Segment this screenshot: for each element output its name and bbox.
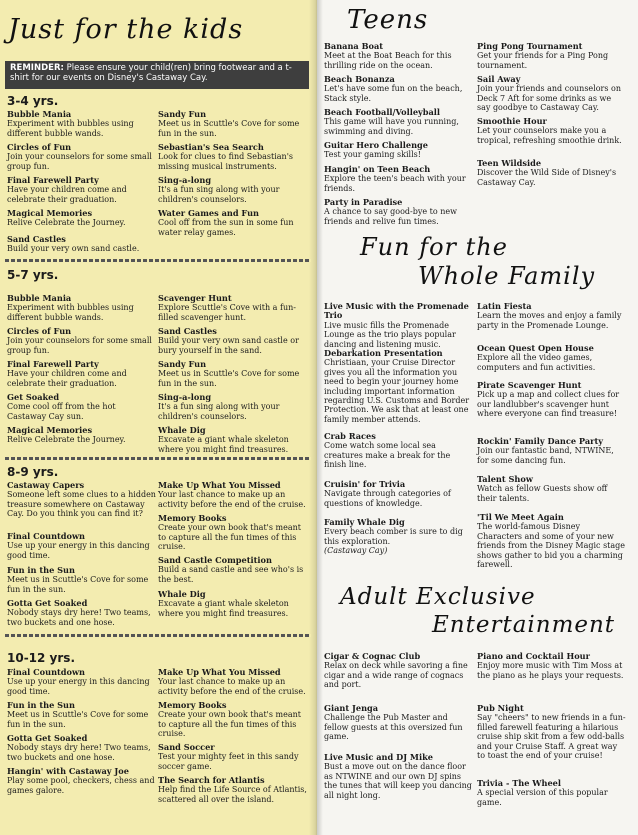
activity xyxy=(477,42,627,70)
activity-title: Gotta Get Soaked xyxy=(7,598,88,608)
activity-title: Scavenger Hunt xyxy=(158,293,232,303)
activity xyxy=(7,532,157,560)
activity-desc: Nobody stays dry here! Two teams, two buckets and one hose. xyxy=(7,608,151,627)
activity xyxy=(158,327,308,355)
activity xyxy=(477,652,627,680)
activity-desc: Relive Celebrate the Journey. xyxy=(7,218,126,228)
activity-title: Circles of Fun xyxy=(7,142,72,152)
activity xyxy=(477,75,627,113)
activity-desc: Experiment with bubbles using different bubble wands. xyxy=(7,303,134,322)
activity-desc: Meet us in Scuttle's Cove for some fun in the sun. xyxy=(158,119,300,138)
kids-heading: Just for the kids xyxy=(8,14,244,45)
age-heading-3-4: 3-4 yrs. xyxy=(7,94,59,108)
activity xyxy=(324,518,474,556)
age-heading-8-9: 8-9 yrs. xyxy=(7,465,59,479)
activity-title: Pub Night xyxy=(477,703,524,713)
activity-title: Piano and Cocktail Hour xyxy=(477,651,590,661)
activity xyxy=(7,734,157,762)
activity-title: Final Countdown xyxy=(7,667,85,677)
activity xyxy=(158,776,308,804)
activity-title: Teen Wildside xyxy=(477,158,542,168)
activity-desc: Enjoy more music with Tim Moss at the piano as he plays your requests. xyxy=(477,661,624,680)
activity-title: Smoothie Hour xyxy=(477,116,547,126)
activity xyxy=(324,753,474,800)
activity xyxy=(7,327,157,355)
activity-desc: Use up your energy in this dancing good time. xyxy=(7,677,150,696)
activity xyxy=(477,381,627,419)
activity-title: Live Music with the Promenade Trio xyxy=(324,301,469,321)
activity xyxy=(324,108,474,136)
activity-desc: Excavate a giant whale skeleton where you might find treasures. xyxy=(158,599,289,618)
age-heading-10-12: 10-12 yrs. xyxy=(7,651,75,665)
activity xyxy=(158,668,308,696)
activity xyxy=(7,599,157,627)
activity-desc: Let's have some fun on the beach, Stack style. xyxy=(324,84,463,103)
activity-title: Live Music and DJ Mike xyxy=(324,752,433,762)
activity-title: Sebastian's Sea Search xyxy=(158,142,264,152)
activity-desc: Watch as fellow Guests show off their talents. xyxy=(477,484,608,503)
adult-heading-line1: Adult Exclusive xyxy=(340,584,536,610)
activity xyxy=(7,393,157,421)
activity xyxy=(158,426,308,454)
activity-title: Banana Boat xyxy=(324,41,384,51)
activity-title: Sand Castles xyxy=(7,234,66,244)
activity xyxy=(7,209,157,228)
activity-title: Trivia - The Wheel xyxy=(477,778,561,788)
activity-desc: Have your children come and celebrate their graduation. xyxy=(7,369,127,388)
activity-title: Cigar & Cognac Club xyxy=(324,651,421,661)
activity-title: Ping Pong Tournament xyxy=(477,41,583,51)
activity-desc: Let your counselors make you a tropical, refreshing smoothie drink. xyxy=(477,126,622,145)
activity-title: Sand Castle Competition xyxy=(158,555,272,565)
reminder-label: REMINDER: xyxy=(10,63,64,73)
activity-desc: Live music fills the Promenade Lounge as the trio plays popular dancing and listening music. xyxy=(324,320,456,349)
activity-desc: Join your counselors for some small group fun. xyxy=(7,152,152,171)
activity-desc: Play some pool, checkers, chess and games galore. xyxy=(7,776,155,795)
activity-desc: Meet at the Boat Beach for this thrilling ride on the ocean. xyxy=(324,51,452,70)
activity-title: Whale Dig xyxy=(158,425,206,435)
activity xyxy=(477,159,627,187)
activity xyxy=(324,141,474,160)
activity-desc: Navigate through categories of questions of knowledge. xyxy=(324,489,451,508)
activity-desc: Every beach comber is sure to dig this exploration. xyxy=(324,527,463,546)
family-heading-line2: Whole Family xyxy=(418,262,596,290)
activity-title: Rockin' Family Dance Party xyxy=(477,436,604,446)
activity-desc: Your last chance to make up an activity before the end of the cruise. xyxy=(158,677,306,696)
activity-title: Gotta Get Soaked xyxy=(7,733,88,743)
activity-title: Sand Soccer xyxy=(158,742,215,752)
activity-title: Final Countdown xyxy=(7,531,85,541)
activity xyxy=(7,701,157,729)
activity-title: Sand Castles xyxy=(158,326,217,336)
activity xyxy=(324,432,474,470)
activity xyxy=(7,110,157,138)
activity-desc: Experiment with bubbles using different bubble wands. xyxy=(7,119,134,138)
activity-desc: Build your very own sand castle or bury yourself in the sand. xyxy=(158,336,299,355)
activity-desc: Get your friends for a Ping Pong tournament. xyxy=(477,51,609,70)
activity-title: Final Farewell Party xyxy=(7,359,99,369)
activity xyxy=(158,556,308,584)
activity-desc: Relax on deck while savoring a fine cigar and a wide range of cognacs and port. xyxy=(324,661,468,690)
activity xyxy=(477,475,627,503)
activity-title: Fun in the Sun xyxy=(7,700,75,710)
activity-title: Talent Show xyxy=(477,474,533,484)
activity-desc: Meet us in Scuttle's Cove for some fun in the sun. xyxy=(7,575,149,594)
activity-desc: Explore the teen's beach with your friends. xyxy=(324,174,466,193)
activity-desc: This game will have you running, swimming and diving. xyxy=(324,117,459,136)
activity-title: Magical Memories xyxy=(7,208,93,218)
activity-desc: Cool off from the sun in some fun water relay games. xyxy=(158,218,294,237)
activity xyxy=(158,514,308,552)
activity-desc: Build your very own sand castle. xyxy=(7,244,140,254)
activity xyxy=(158,209,308,237)
activity xyxy=(7,767,157,795)
activity-desc: Nobody stays dry here! Two teams, two buckets and one hose. xyxy=(7,743,151,762)
activity xyxy=(7,294,157,322)
activity-title: Castaway Capers xyxy=(7,480,85,490)
activity-desc: A chance to say good-bye to new friends and relive fun times. xyxy=(324,207,457,226)
activity xyxy=(7,481,157,519)
activity xyxy=(324,42,474,70)
activity xyxy=(158,743,308,771)
activity-title: Water Games and Fun xyxy=(158,208,259,218)
activity-title: Ocean Quest Open House xyxy=(477,343,594,353)
section-divider xyxy=(5,259,311,262)
activity-desc: Come cool off from the hot Castaway Cay sun. xyxy=(7,402,116,421)
activity xyxy=(158,143,308,171)
activity xyxy=(324,75,474,103)
activity-desc: Help find the Life Source of Atlantis, scattered all over the island. xyxy=(158,785,307,804)
activity xyxy=(7,176,157,204)
activity-desc: Challenge the Pub Master and fellow guests at this oversized fun game. xyxy=(324,713,463,742)
activity xyxy=(477,437,627,465)
activity-desc: Discover the Wild Side of Disney's Castaway Cay. xyxy=(477,168,617,187)
activity xyxy=(324,165,474,193)
age-heading-5-7: 5-7 yrs. xyxy=(7,268,59,282)
activity-title: Debarkation Presentation xyxy=(324,348,443,358)
activity-title: Fun in the Sun xyxy=(7,565,75,575)
activity xyxy=(477,704,627,760)
activity-desc: Explore all the video games, computers and fun activities. xyxy=(477,353,596,372)
activity-title: Beach Football/Volleyball xyxy=(324,107,441,117)
section-divider xyxy=(5,457,311,460)
family-heading-line1: Fun for the xyxy=(360,233,508,261)
activity xyxy=(324,349,474,424)
activity-desc: Test your gaming skills! xyxy=(324,150,421,160)
activity-title: Memory Books xyxy=(158,700,227,710)
activity xyxy=(477,779,627,807)
activity-title: Latin Fiesta xyxy=(477,301,532,311)
activity-title: 'Til We Meet Again xyxy=(477,512,564,522)
activity-desc: Meet us in Scuttle's Cove for some fun in the sun. xyxy=(158,369,300,388)
location-note: (Castaway Cay) xyxy=(324,546,388,556)
activity-title: Sing-a-long xyxy=(158,392,212,402)
activity-desc: Your last chance to make up an activity before the end of the cruise. xyxy=(158,490,306,509)
activity-title: Cruisin' for Trivia xyxy=(324,479,406,489)
activity xyxy=(158,360,308,388)
activity xyxy=(324,704,474,742)
activity-title: Whale Dig xyxy=(158,589,206,599)
activity xyxy=(7,360,157,388)
activity-title: Make Up What You Missed xyxy=(158,480,281,490)
activity xyxy=(324,652,474,690)
activity-title: Hangin' on Teen Beach xyxy=(324,164,431,174)
activity-desc: A special version of this popular game. xyxy=(477,788,608,807)
activity xyxy=(7,235,157,254)
activity xyxy=(158,393,308,421)
activity-title: Circles of Fun xyxy=(7,326,72,336)
activity xyxy=(158,294,308,322)
activity-title: Bubble Mania xyxy=(7,109,72,119)
activity-title: Giant Jenga xyxy=(324,703,379,713)
adult-heading-line2: Entertainment xyxy=(432,612,616,638)
activity-title: Sandy Fun xyxy=(158,359,207,369)
activity xyxy=(7,668,157,696)
activity xyxy=(7,143,157,171)
activity-title: Party in Paradise xyxy=(324,197,403,207)
activity-desc: Use up your energy in this dancing good time. xyxy=(7,541,150,560)
activity xyxy=(158,176,308,204)
activity-desc: Explore Scuttle's Cove with a fun-filled scavenger hunt. xyxy=(158,303,296,322)
activity-desc: Join our fantastic band, NTWINE, for some dancing fun. xyxy=(477,446,614,465)
activity-title: The Search for Atlantis xyxy=(158,775,265,785)
activity-desc: The world-famous Disney Characters and some of your new friends from the Disney Magic stage shows gather to bid you a charming farewell. xyxy=(477,522,626,570)
reminder-banner xyxy=(5,61,309,89)
activity-title: Get Soaked xyxy=(7,392,60,402)
activity-title: Final Farewell Party xyxy=(7,175,99,185)
activity-title: Magical Memories xyxy=(7,425,93,435)
activity xyxy=(477,117,627,145)
activity-desc: Say "cheers" to new friends in a fun-filled farewell featuring a hilarious cruise ship skit from a few odd-balls and your Cruise Staff. A great way to toast the end of your cruise! xyxy=(477,713,626,761)
section-divider xyxy=(5,634,311,637)
activity-title: Family Whale Dig xyxy=(324,517,405,527)
activity-title: Make Up What You Missed xyxy=(158,667,281,677)
activity-desc: It's a fun sing along with your children's counselors. xyxy=(158,185,280,204)
activity-desc: Relive Celebrate the Journey. xyxy=(7,435,126,445)
activity xyxy=(158,701,308,739)
activity xyxy=(158,481,308,509)
activity-desc: Someone left some clues to a hidden treasure somewhere on Castaway Cay. Do you think you can find it? xyxy=(7,490,156,519)
activity-title: Pirate Scavenger Hunt xyxy=(477,380,582,390)
activity-desc: Have your children come and celebrate their graduation. xyxy=(7,185,127,204)
activity-desc: Build a sand castle and see who's is the best. xyxy=(158,565,304,584)
activity-title: Beach Bonanza xyxy=(324,74,395,84)
activity-title: Memory Books xyxy=(158,513,227,523)
page-fold xyxy=(309,0,323,835)
activity xyxy=(158,590,308,618)
activity xyxy=(7,426,157,445)
activity xyxy=(7,566,157,594)
activity-title: Sing-a-long xyxy=(158,175,212,185)
activity-desc: Join your counselors for some small group fun. xyxy=(7,336,152,355)
activity-desc: Meet us in Scuttle's Cove for some fun in the sun. xyxy=(7,710,149,729)
activity-desc: Test your mighty feet in this sandy soccer game. xyxy=(158,752,299,771)
activity xyxy=(477,302,627,330)
activity-desc: Christiaan, your Cruise Director gives you all the information you need to begin your journey home including important information regarding U.S. Customs and Border Protection. We ask that at least one family member attends. xyxy=(324,358,470,424)
activity-desc: Create your own book that's meant to capture all the fun times of this cruise. xyxy=(158,523,301,552)
activity-title: Sandy Fun xyxy=(158,109,207,119)
activity xyxy=(324,302,474,349)
activity-desc: Create your own book that's meant to capture all the fun times of this cruise. xyxy=(158,710,301,739)
activity-title: Crab Races xyxy=(324,431,376,441)
activity-desc: Bust a move out on the dance floor as NTWINE and our own DJ spins the tunes that will keep you dancing all night long. xyxy=(324,762,472,800)
activity xyxy=(324,198,474,226)
activity xyxy=(477,344,627,372)
activity-title: Hangin' with Castaway Joe xyxy=(7,766,129,776)
activity xyxy=(324,480,474,508)
activity xyxy=(158,110,308,138)
reminder-text: Please ensure your child(ren) bring footwear and a t-shirt for our events on Disney's Castaway Cay. xyxy=(10,63,292,83)
activity-title: Bubble Mania xyxy=(7,293,72,303)
activity-desc: Excavate a giant whale skeleton where you might find treasures. xyxy=(158,435,289,454)
activity-desc: Learn the moves and enjoy a family party in the Promenade Lounge. xyxy=(477,311,622,330)
teens-heading: Teens xyxy=(347,5,429,35)
activity-desc: Come watch some local sea creatures make a break for the finish line. xyxy=(324,441,451,470)
activity-desc: Join your friends and counselors on Deck 7 Aft for some drinks as we say goodbye to Castaway Cay. xyxy=(477,84,621,113)
activity-title: Guitar Hero Challenge xyxy=(324,140,428,150)
activity xyxy=(477,513,627,569)
activity-title: Sail Away xyxy=(477,74,521,84)
activity-desc: Look for clues to find Sebastian's missing musical instruments. xyxy=(158,152,293,171)
activity-desc: It's a fun sing along with your children's counselors. xyxy=(158,402,280,421)
activity-desc: Pick up a map and collect clues for our landlubber's scavenger hunt where everyone can find treasure! xyxy=(477,390,620,419)
